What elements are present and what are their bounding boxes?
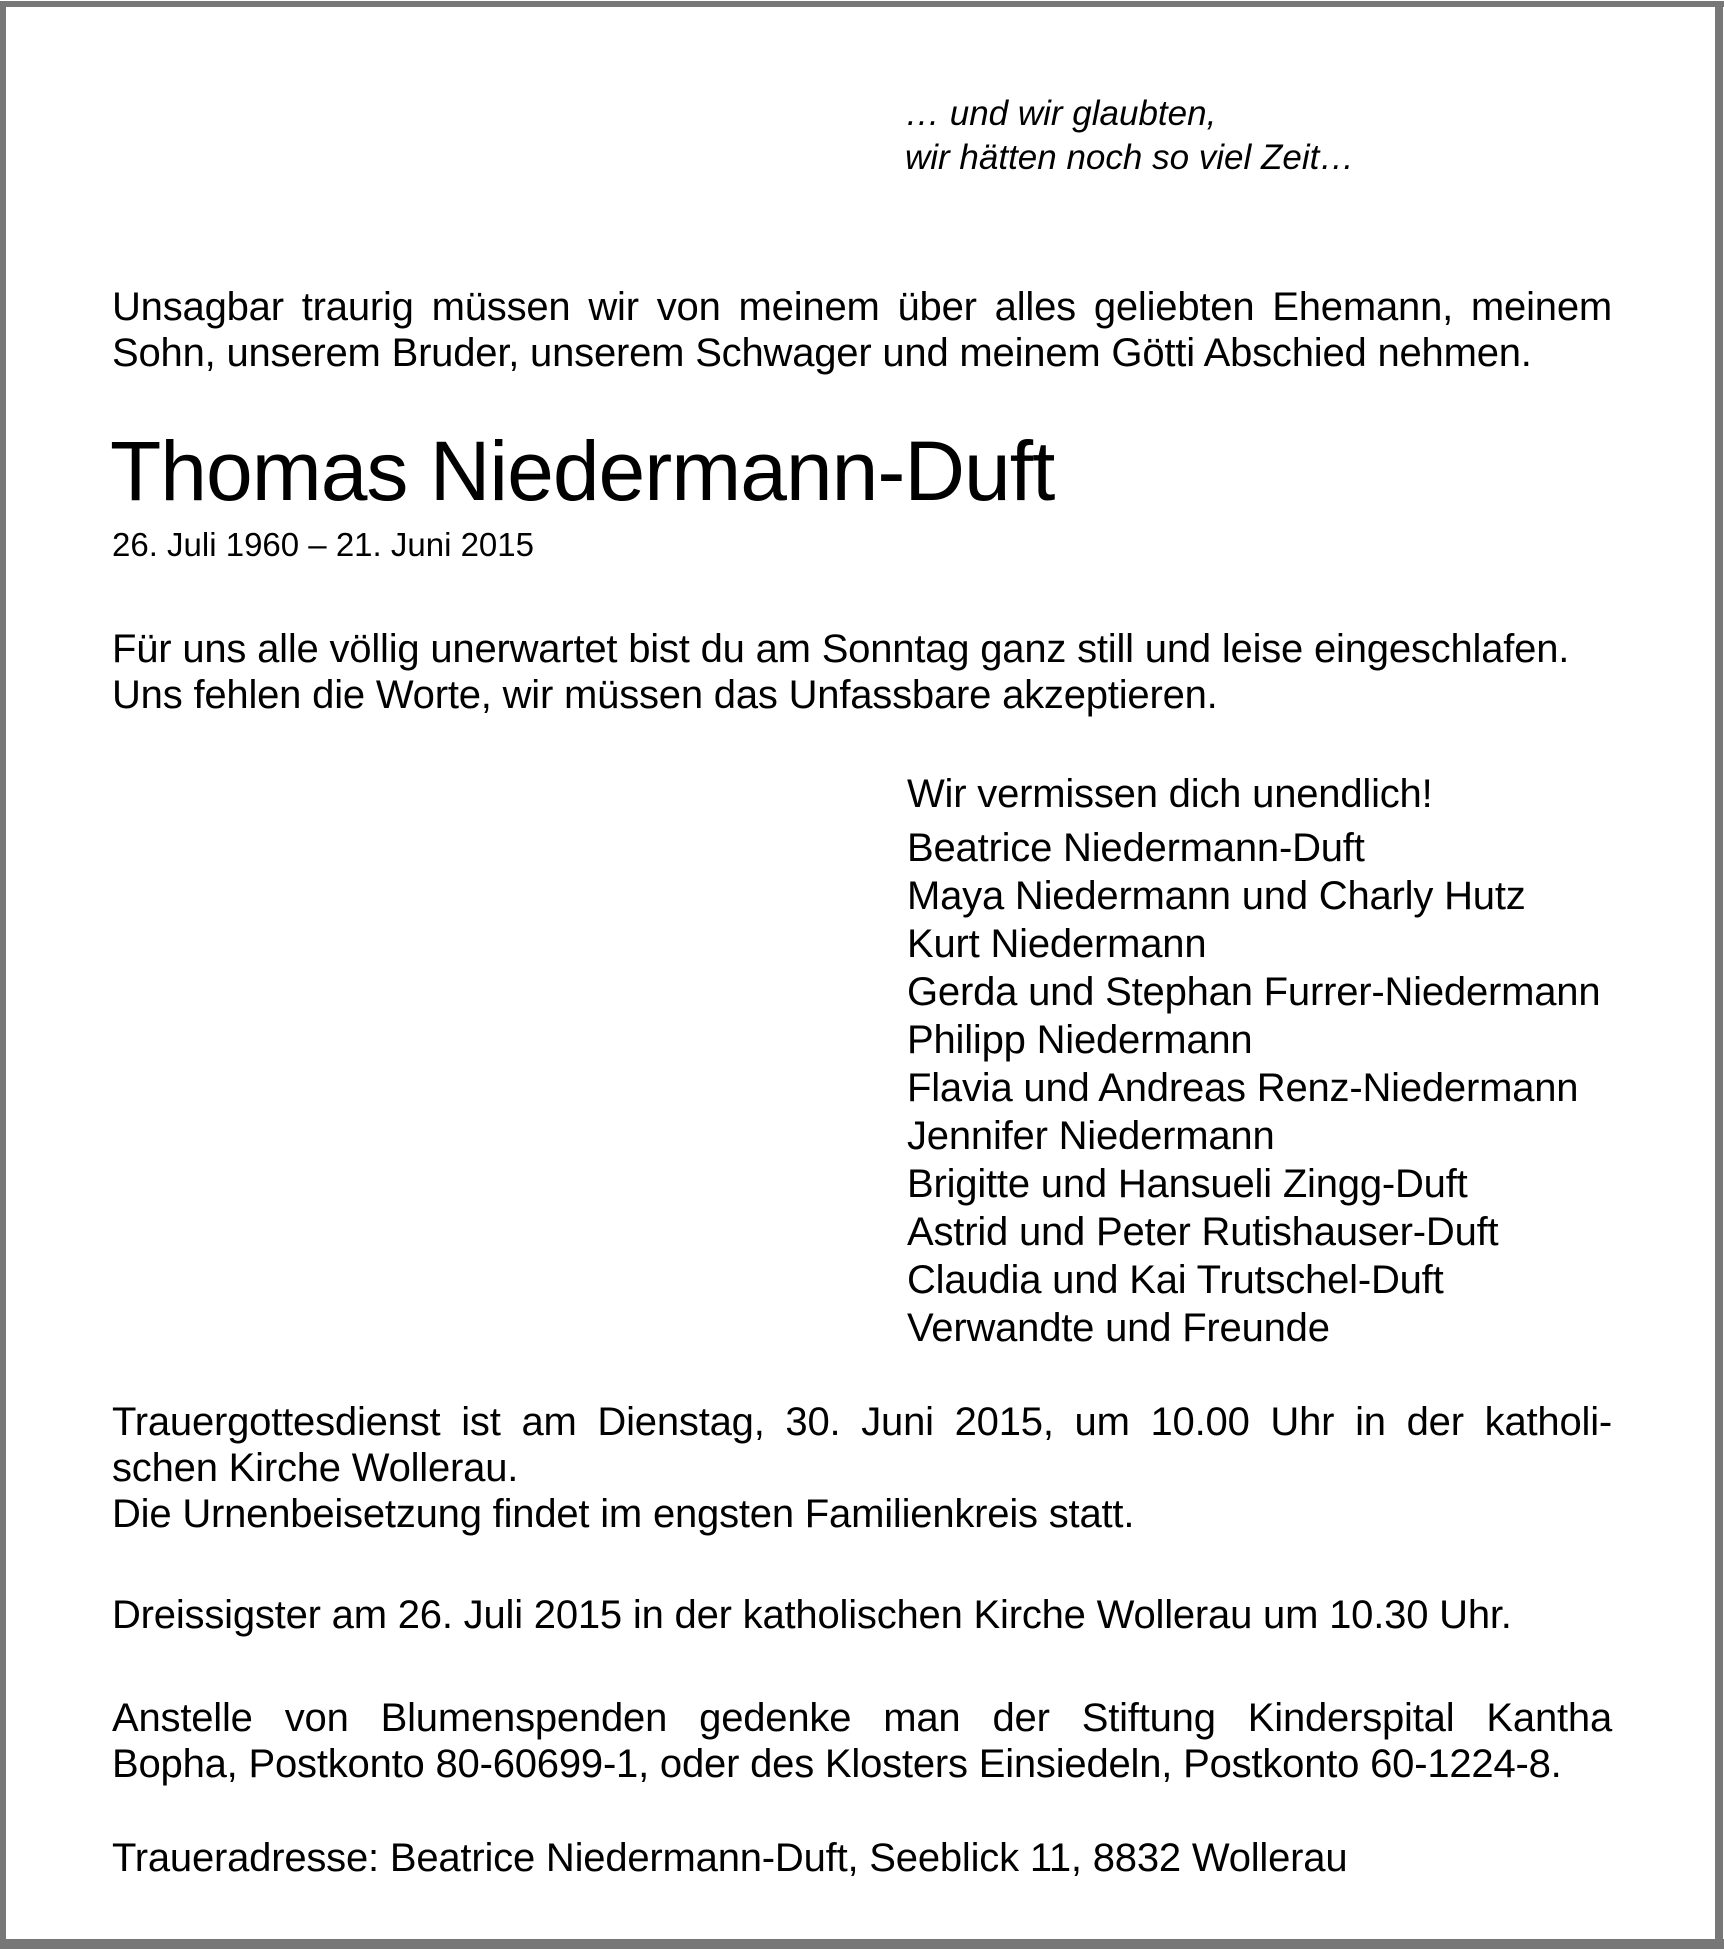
service-line: Trauergottesdienst ist am Dienstag, 30. Juni 2015, um 10.00 Uhr in der katholi- [112,1400,1612,1444]
deceased-name: Thomas Niedermann-Duft [110,424,1055,518]
frame-left-border [0,1,6,1949]
condolence-line: Uns fehlen die Worte, wir müssen das Unfassbare akzeptieren. [112,673,1218,717]
intro-line: Sohn, unserem Bruder, unserem Schwager und meinem Götti Abschied nehmen. [112,331,1532,375]
mourner-item: Brigitte und Hansueli Zingg-Duft [907,1162,1468,1206]
mourner-item: Flavia und Andreas Renz-Niedermann [907,1066,1579,1110]
mourner-item: Maya Niedermann und Charly Hutz [907,874,1526,918]
mourner-item: Gerda und Stephan Furrer-Niedermann [907,970,1601,1014]
mourning-address: Traueradresse: Beatrice Niedermann-Duft, Seeblick 11, 8832 Wollerau [112,1836,1348,1880]
frame-top-border [0,1,1724,7]
memorial-quote [905,92,1354,180]
thirtieth-info: Dreissigster am 26. Juli 2015 in der katholischen Kirche Wollerau um 10.30 Uhr. [112,1593,1512,1637]
service-line: Die Urnenbeisetzung findet im engsten Familienkreis statt. [112,1492,1135,1536]
donation-info [112,1695,1612,1787]
service-line: schen Kirche Wollerau. [112,1446,519,1490]
condolence-message [112,626,1612,718]
mourner-item: Claudia und Kai Trutschel-Duft [907,1258,1444,1302]
condolence-line: Für uns alle völlig unerwartet bist du am Sonntag ganz still und leise eingeschlafen. [112,627,1570,671]
memorial-quote-line: wir hätten noch so viel Zeit… [905,138,1355,177]
intro-line: Unsagbar traurig müssen wir von meinem über alles geliebten Ehemann, meinem [112,285,1612,329]
mourner-item: Verwandte und Freunde [907,1306,1330,1350]
life-dates: 26. Juli 1960 – 21. Juni 2015 [112,526,534,563]
mourner-item: Beatrice Niedermann-Duft [907,826,1365,870]
intro-paragraph [112,284,1612,376]
mourner-item: Kurt Niedermann [907,922,1207,966]
mourner-item: Philipp Niedermann [907,1018,1253,1062]
frame-right-border [1715,1,1723,1949]
mourner-item: Jennifer Niedermann [907,1114,1275,1158]
frame-bottom-border [0,1939,1724,1949]
donation-line: Bopha, Postkonto 80-60699-1, oder des Klosters Einsiedeln, Postkonto 60-1224-8. [112,1742,1562,1786]
farewell-line: Wir vermissen dich unendlich! [907,772,1433,816]
memorial-quote-line: … und wir glaubten, [905,94,1217,133]
service-info [112,1399,1612,1537]
donation-line: Anstelle von Blumenspenden gedenke man der Stiftung Kinderspital Kantha [112,1696,1612,1740]
mourner-item: Astrid und Peter Rutishauser-Duft [907,1210,1499,1254]
mourners-list [907,824,1600,1352]
